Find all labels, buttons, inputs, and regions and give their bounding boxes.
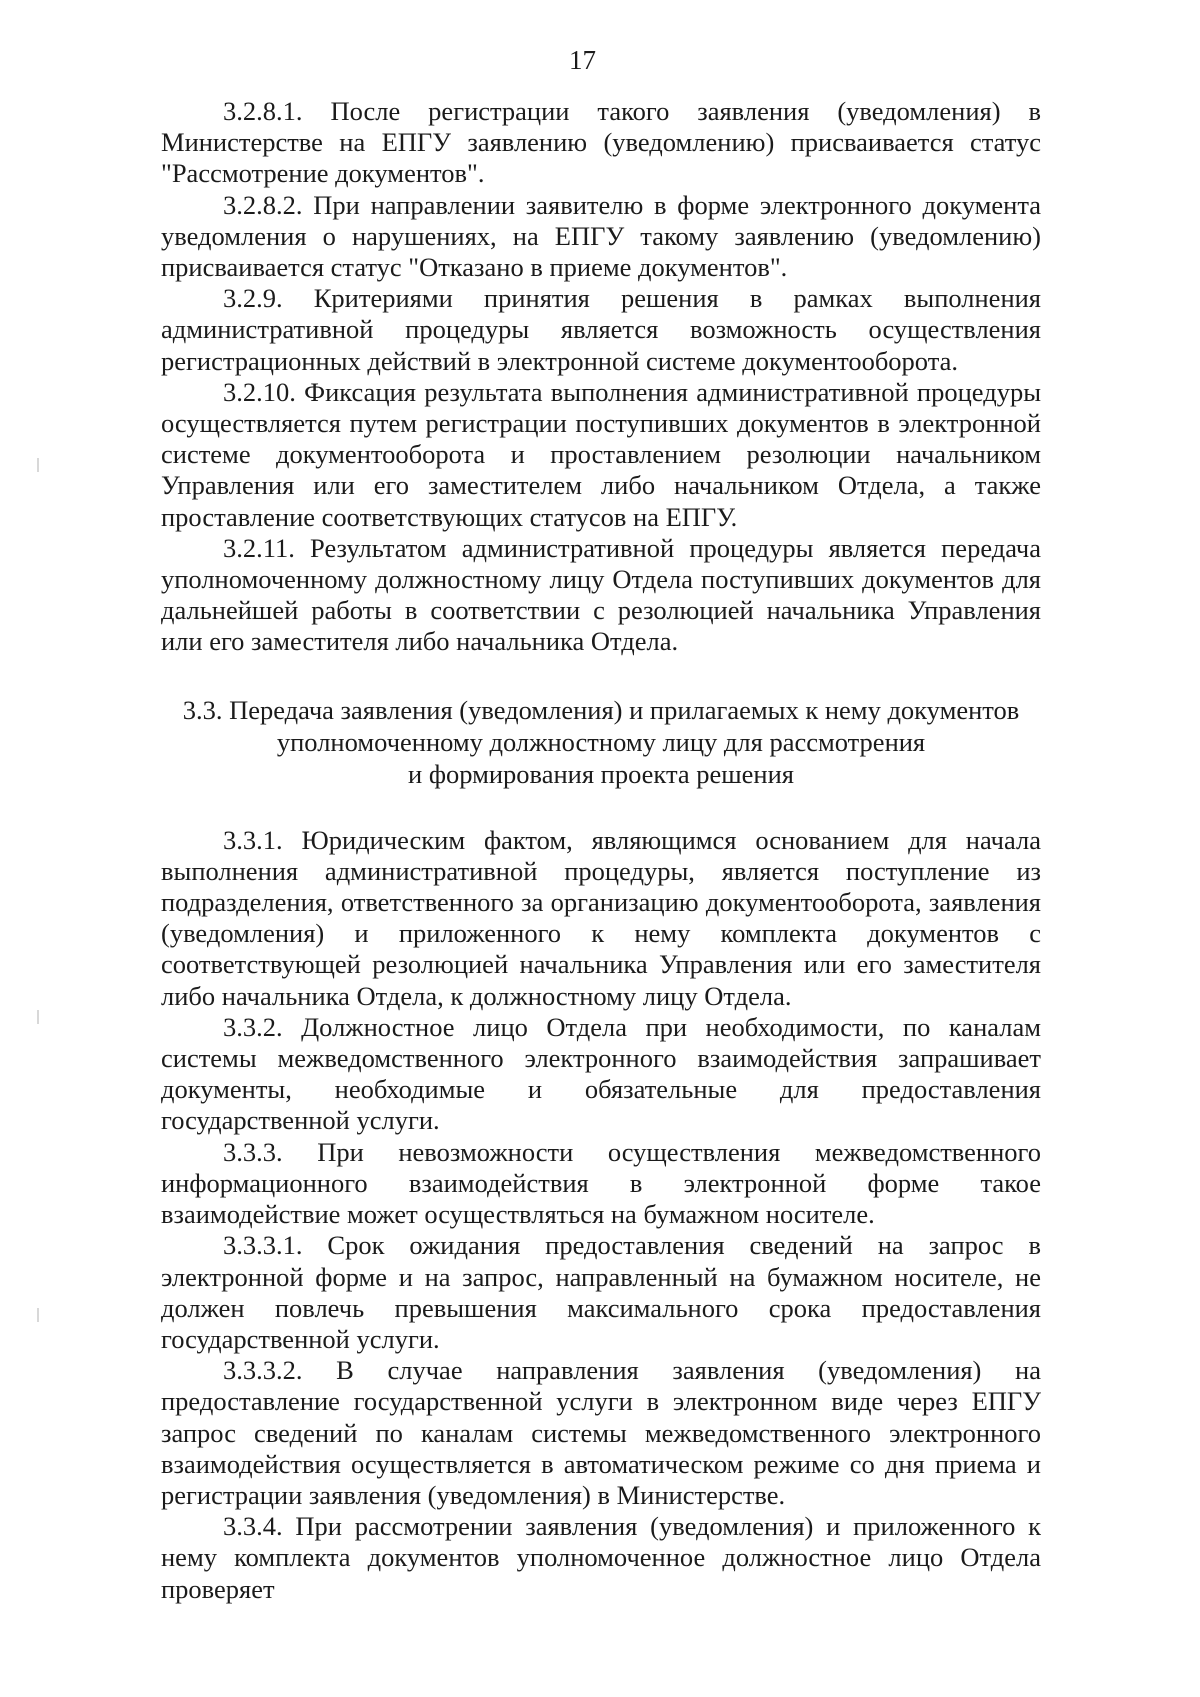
paragraph-3-3-3-2: 3.3.3.2. В случае направления заявления (уведомления) на предоставление государственной услуги в электронном виде через ЕПГУ запрос сведений по каналам системы межведомственного электронного взаимодействия осуществляется в автоматическом режиме со дня приема и регистрации заявления (уведомления) в Министерстве. — [161, 1355, 1041, 1510]
scan-margin-mark — [37, 1010, 39, 1024]
paragraph-3-2-9: 3.2.9. Критериями принятия решения в рамках выполнения административной процедуры является возможность осуществления регистрационных действий в электронной системе документооборота. — [161, 283, 1041, 376]
paragraph-3-2-8-2: 3.2.8.2. При направлении заявителю в форме электронного документа уведомления о нарушениях, на ЕПГУ такому заявлению (уведомлению) присваивается статус "Отказано в приеме документов". — [161, 189, 1041, 283]
page-number: 17 — [569, 45, 596, 75]
paragraph-3-2-10: 3.2.10. Фиксация результата выполнения административной процедуры осуществляется путем регистрации поступивших документов в электронной системе документооборота и проставлением резолюции начальником Управления или его заместителем либо начальником Отдела, а также проставление соответствующих статусов на ЕПГУ. — [161, 376, 1041, 532]
paragraph-3-3-2: 3.3.2. Должностное лицо Отдела при необходимости, по каналам системы межведомственного электронного взаимодействия запрашивает документы, необходимые и обязательные для предоставления государственной услуги. — [161, 1011, 1041, 1136]
paragraph-3-2-11: 3.2.11. Результатом административной процедуры является передача уполномоченному должностному лицу Отдела поступивших документов для дальнейшей работы в соответствии с резолюцией начальника Управления или его заместителя либо начальника Отдела. — [161, 532, 1041, 657]
section-heading-line: уполномоченному должностному лицу для рассмотрения — [276, 726, 926, 757]
paragraph-3-3-3-1: 3.3.3.1. Срок ожидания предоставления сведений на запрос в электронной форме и на запрос, направленный на бумажном носителе, не должен повлечь превышения максимального срока предоставления государственной услуги. — [161, 1230, 1041, 1354]
scan-margin-mark — [37, 458, 39, 472]
paragraph-3-3-4: 3.3.4. При рассмотрении заявления (уведомления) и приложенного к нему комплекта документов уполномоченное должностное лицо Отдела проверяет — [161, 1511, 1041, 1604]
paragraph-3-3-3: 3.3.3. При невозможности осуществления межведомственного информационного взаимодействия в электронной форме такое взаимодействие может осуществляться на бумажном носителе. — [161, 1136, 1041, 1230]
document-body — [161, 96, 1041, 1605]
section-heading-3-3 — [161, 694, 1041, 790]
paragraph-3-3-1: 3.3.1. Юридическим фактом, являющимся основанием для начала выполнения административной процедуры, является поступление из подразделения, ответственного за организацию документооборота, заявления (уведомления) и приложенного к нему комплекта документов с соответствующей резолюцией начальника Управления или его заместителя либо начальника Отдела, к должностному лицу Отдела. — [161, 824, 1041, 1011]
section-heading-line: и формирования проекта решения — [408, 758, 794, 789]
scan-margin-mark — [37, 1308, 39, 1322]
paragraph-3-2-8-1: 3.2.8.1. После регистрации такого заявления (уведомления) в Министерстве на ЕПГУ заявлению (уведомлению) присваивается статус "Рассмотрение документов". — [161, 96, 1041, 189]
section-heading-line: 3.3. Передача заявления (уведомления) и прилагаемых к нему документов — [182, 694, 1020, 725]
